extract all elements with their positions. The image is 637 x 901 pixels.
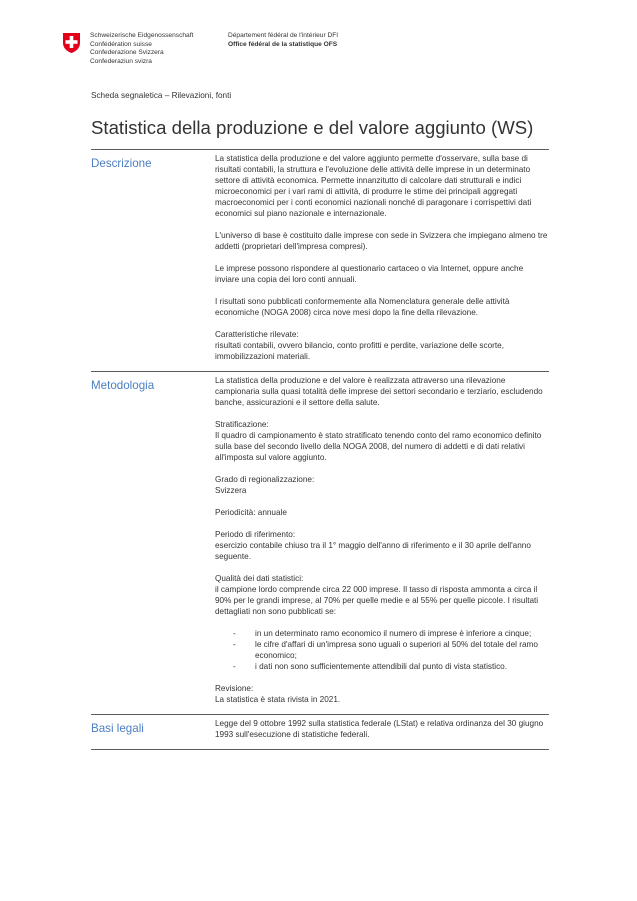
section-body	[215, 372, 549, 714]
field-label: Grado di regionalizzazione:	[215, 475, 315, 484]
paragraph: L'universo di base è costituito dalle imprese con sede in Svizzera che impiegano almeno tre addetti (proprietari dell'impresa compresi).	[215, 231, 548, 251]
paragraph: Legge del 9 ottobre 1992 sulla statistica federale (LStat) e relativa ordinanza del 30 giugno 1993 sull'esecuzione di statistiche federali.	[215, 719, 544, 739]
paragraph: La statistica della produzione e del valore è realizzata attraverso una rilevazione campionaria sulla quasi totalità delle imprese dei settori secondario e terziario, escludendo banche, assicurazioni e il settore della salute.	[215, 376, 543, 407]
field-value: esercizio contabile chiuso tra il 1° maggio dell'anno di riferimento e il 30 aprile dell'anno seguente.	[215, 541, 531, 561]
language-name: Confederazione Svizzera	[90, 49, 164, 57]
page-header	[62, 30, 582, 74]
section-body	[215, 715, 549, 749]
field-label: Qualità dei dati statistici:	[215, 574, 304, 583]
paragraph: Periodicità: annuale	[215, 508, 287, 517]
list-item	[215, 661, 549, 672]
language-name: Schweizerische Eidgenossenschaft	[90, 32, 194, 39]
language-name: Confédération suisse	[90, 40, 152, 48]
list-item-text: in un determinato ramo economico il numero di imprese è inferiore a cinque;	[255, 629, 532, 638]
paragraph: I risultati sono pubblicati conformemente alla Nomenclatura generale delle attività economiche (NOGA 2008) circa nove mesi dopo la fine della rilevazione.	[215, 297, 510, 317]
field-label: Caratteristiche rilevate:	[215, 330, 299, 339]
content-sections	[91, 149, 549, 750]
page-title: Statistica della produzione e del valore aggiunto (WS)	[91, 117, 534, 138]
paragraph	[215, 474, 549, 496]
bullet-dash: -	[233, 662, 236, 671]
field-label: Revisione:	[215, 684, 254, 693]
paragraph	[215, 329, 549, 362]
field-value: risultati contabili, ovvero bilancio, conto profitti e perdite, variazione delle scorte, immobilizzazioni materiali.	[215, 341, 504, 361]
list-item-text: le cifre d'affari di un'impresa sono uguali o superiori al 50% del totale del ramo economico;	[255, 640, 538, 660]
field-value: Svizzera	[215, 486, 247, 495]
paragraph	[215, 529, 549, 562]
section-basi-legali	[91, 714, 549, 750]
section-title: Metodologia	[91, 379, 155, 392]
section-title: Basi legali	[91, 722, 144, 735]
section-metodologia	[91, 371, 549, 714]
paragraph: Le imprese possono rispondere al questionario cartaceo o via Internet, oppure anche inviare una copia dei loro conti annuali.	[215, 264, 524, 284]
office-name: Office fédéral de la statistique OFS	[228, 40, 338, 48]
confederation-names	[90, 32, 193, 67]
list-item	[215, 628, 549, 639]
section-descrizione	[91, 149, 549, 371]
bullet-dash: -	[233, 629, 236, 638]
breadcrumb: Scheda segnaletica – Rilevazioni, fonti	[91, 91, 232, 100]
quality-list	[215, 628, 549, 672]
bullet-dash: -	[233, 640, 236, 649]
section-body	[215, 150, 549, 371]
paragraph	[215, 683, 549, 705]
field-label: Stratificazione:	[215, 420, 269, 429]
list-item-text: i dati non sono sufficientemente attendibili dal punto di vista statistico.	[255, 662, 507, 671]
field-label: Periodo di riferimento:	[215, 530, 296, 539]
department-block	[228, 32, 338, 49]
section-title: Descrizione	[91, 157, 152, 170]
paragraph	[215, 573, 549, 617]
swiss-flag-icon	[62, 32, 81, 54]
department-name: Département fédéral de l'intérieur DFI	[228, 32, 339, 39]
field-value: Il quadro di campionamento è stato stratificato tenendo conto del ramo economico definito sulla base del secondo livello della NOGA 2008, del numero di addetti e di dati relativi all'imposta sul valore aggiunto.	[215, 431, 542, 462]
field-value: il campione lordo comprende circa 22 000 imprese. Il tasso di risposta ammonta a circa il 90% per le grandi imprese, al 70% per quelle medie e al 55% per quelle piccole. I risultati dettagliati non sono pubblicati se:	[215, 585, 539, 616]
list-item	[215, 639, 549, 661]
field-value: La statistica è stata rivista in 2021.	[215, 695, 341, 704]
paragraph: La statistica della produzione e del valore aggiunto permette d'osservare, sulla base di risultati contabili, la struttura e l'evoluzione delle attività delle imprese in un determinato settore di attività economica. Permette innanzitutto di calcolare dati strutturali e indici microeconomici per i vari rami di attività, di produrre le stime dei principali aggregati macroeconomici per i conti economici nazionali nonché di paragonare i corrispettivi dati economici sul piano nazionale e internazionale.	[215, 154, 532, 218]
paragraph	[215, 419, 549, 463]
language-name: Confederaziun svizra	[90, 58, 152, 66]
